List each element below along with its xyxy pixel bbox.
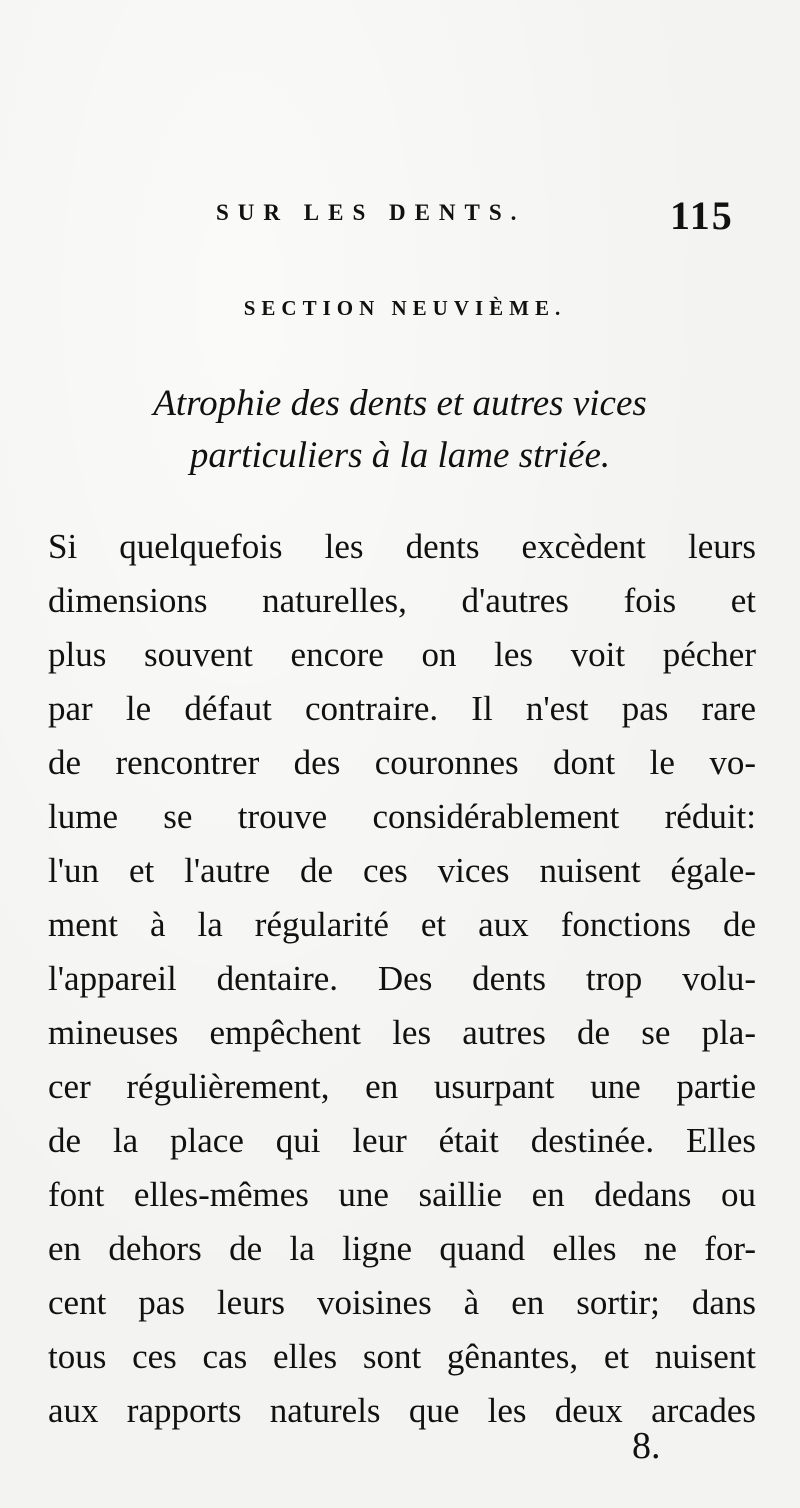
body-line: lume se trouve considérablement réduit: [48, 797, 756, 836]
body-line: dimensions naturelles, d'autres fois et [48, 581, 756, 620]
body-line: cer régulièrement, en usurpant une partie [48, 1067, 756, 1106]
body-line: tous ces cas elles sont gênantes, et nuisent [48, 1337, 756, 1376]
running-head-title: SUR LES DENTS. [216, 200, 526, 225]
body-line: mineuses empêchent les autres de se pla- [48, 1013, 756, 1052]
chapter-title [0, 378, 800, 482]
chapter-title-line: particuliers à la lame striée. [189, 435, 611, 476]
body-paragraph [48, 520, 756, 1438]
body-line: l'appareil dentaire. Des dents trop volu- [48, 959, 756, 998]
signature-mark: 8. [632, 1425, 661, 1467]
body-line: ment à la régularité et aux fonctions de [48, 905, 756, 944]
body-line: plus souvent encore on les voit pécher [48, 635, 756, 674]
running-head [0, 192, 800, 242]
body-line: de rencontrer des couronnes dont le vo- [48, 743, 756, 782]
body-line: Si quelquefois les dents excèdent leurs [48, 527, 756, 566]
page-number: 115 [670, 193, 734, 238]
body-line: aux rapports naturels que les deux arcades [48, 1391, 756, 1430]
body-line: l'un et l'autre de ces vices nuisent égale- [48, 851, 756, 890]
body-line: de la place qui leur était destinée. Elles [48, 1121, 756, 1160]
body-line: en dehors de la ligne quand elles ne for- [48, 1229, 756, 1268]
body-line: cent pas leurs voisines à en sortir; dans [48, 1283, 756, 1322]
chapter-title-line: Atrophie des dents et autres vices [153, 383, 647, 424]
body-line: par le défaut contraire. Il n'est pas rare [48, 689, 756, 728]
section-heading: SECTION NEUVIÈME. [243, 296, 567, 320]
body-line: font elles-mêmes une saillie en dedans ou [48, 1175, 756, 1214]
